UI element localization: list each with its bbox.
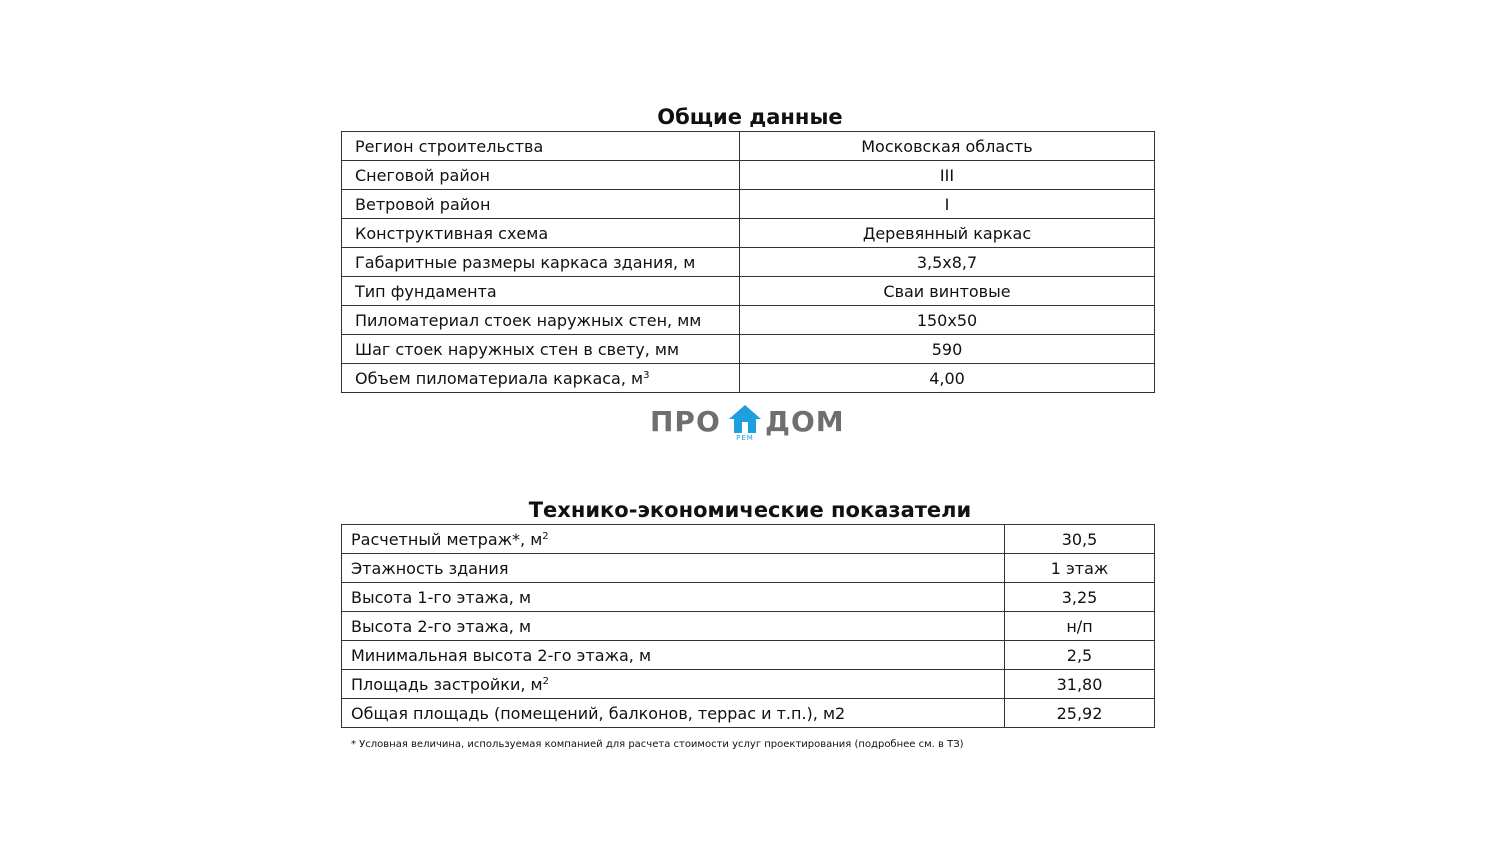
general-data-title: Общие данные <box>657 105 843 129</box>
table-row <box>342 525 1155 554</box>
row-label: Снеговой район <box>342 161 740 190</box>
row-value: н/п <box>1005 612 1155 641</box>
row-label: Пиломатериал стоек наружных стен, мм <box>342 306 740 335</box>
general-data-table <box>341 131 1155 393</box>
tep-title: Технико-экономические показатели <box>528 498 972 522</box>
row-value: 3,25 <box>1005 583 1155 612</box>
row-value: 3,5х8,7 <box>740 248 1155 277</box>
row-label: Высота 1-го этажа, м <box>342 583 1005 612</box>
row-value: III <box>740 161 1155 190</box>
row-label: Площадь застройки, $м^2$ <box>342 670 1005 699</box>
row-value: Сваи винтовые <box>740 277 1155 306</box>
row-label: Габаритные размеры каркаса здания, м <box>342 248 740 277</box>
table-row <box>342 132 1155 161</box>
row-label: Расчетный метраж*, $м^2$ <box>342 525 1005 554</box>
row-label: Высота 2-го этажа, м <box>342 612 1005 641</box>
row-value: 4,00 <box>740 364 1155 393</box>
row-value: 30,5 <box>1005 525 1155 554</box>
logo-word-right: ДОМ <box>765 405 845 438</box>
footnote: * Условная величина, используемая компанией для расчета стоимости услуг проектирования (подробнее см. в ТЗ) <box>351 739 964 750</box>
table-row <box>342 190 1155 219</box>
table-row <box>342 699 1155 728</box>
table-row <box>342 161 1155 190</box>
table-row <box>342 554 1155 583</box>
unit-superscript: 2 <box>542 530 549 542</box>
table-row <box>342 277 1155 306</box>
row-label: Минимальная высота 2-го этажа, м <box>342 641 1005 670</box>
row-label: Ветровой район <box>342 190 740 219</box>
row-value: 31,80 <box>1005 670 1155 699</box>
table-row <box>342 670 1155 699</box>
table-row <box>342 306 1155 335</box>
row-label: Общая площадь (помещений, балконов, террас и т.п.), м2 <box>342 699 1005 728</box>
row-value: 2,5 <box>1005 641 1155 670</box>
table-row <box>342 335 1155 364</box>
table-row <box>342 641 1155 670</box>
row-label: Конструктивная схема <box>342 219 740 248</box>
unit-superscript: 3 <box>643 369 650 381</box>
row-value: Деревянный каркас <box>740 219 1155 248</box>
row-value: I <box>740 190 1155 219</box>
table-row <box>342 248 1155 277</box>
table-row <box>342 612 1155 641</box>
unit-superscript: 2 <box>542 675 549 687</box>
row-value: 1 этаж <box>1005 554 1155 583</box>
table-row <box>342 364 1155 393</box>
tep-table <box>341 524 1155 728</box>
prodom-logo <box>650 403 850 445</box>
row-label: Шаг стоек наружных стен в свету, мм <box>342 335 740 364</box>
row-label: Регион строительства <box>342 132 740 161</box>
logo-word-left: ПРО <box>650 405 721 438</box>
row-label: Тип фундамента <box>342 277 740 306</box>
row-value: 25,92 <box>1005 699 1155 728</box>
row-value: 150х50 <box>740 306 1155 335</box>
row-label: Объем пиломатериала каркаса, $м^3$ <box>342 364 740 393</box>
table-row <box>342 583 1155 612</box>
row-value: Московская область <box>740 132 1155 161</box>
logo-sub-word: РЕМ <box>736 434 754 442</box>
table-row <box>342 219 1155 248</box>
row-label: Этажность здания <box>342 554 1005 583</box>
row-value: 590 <box>740 335 1155 364</box>
